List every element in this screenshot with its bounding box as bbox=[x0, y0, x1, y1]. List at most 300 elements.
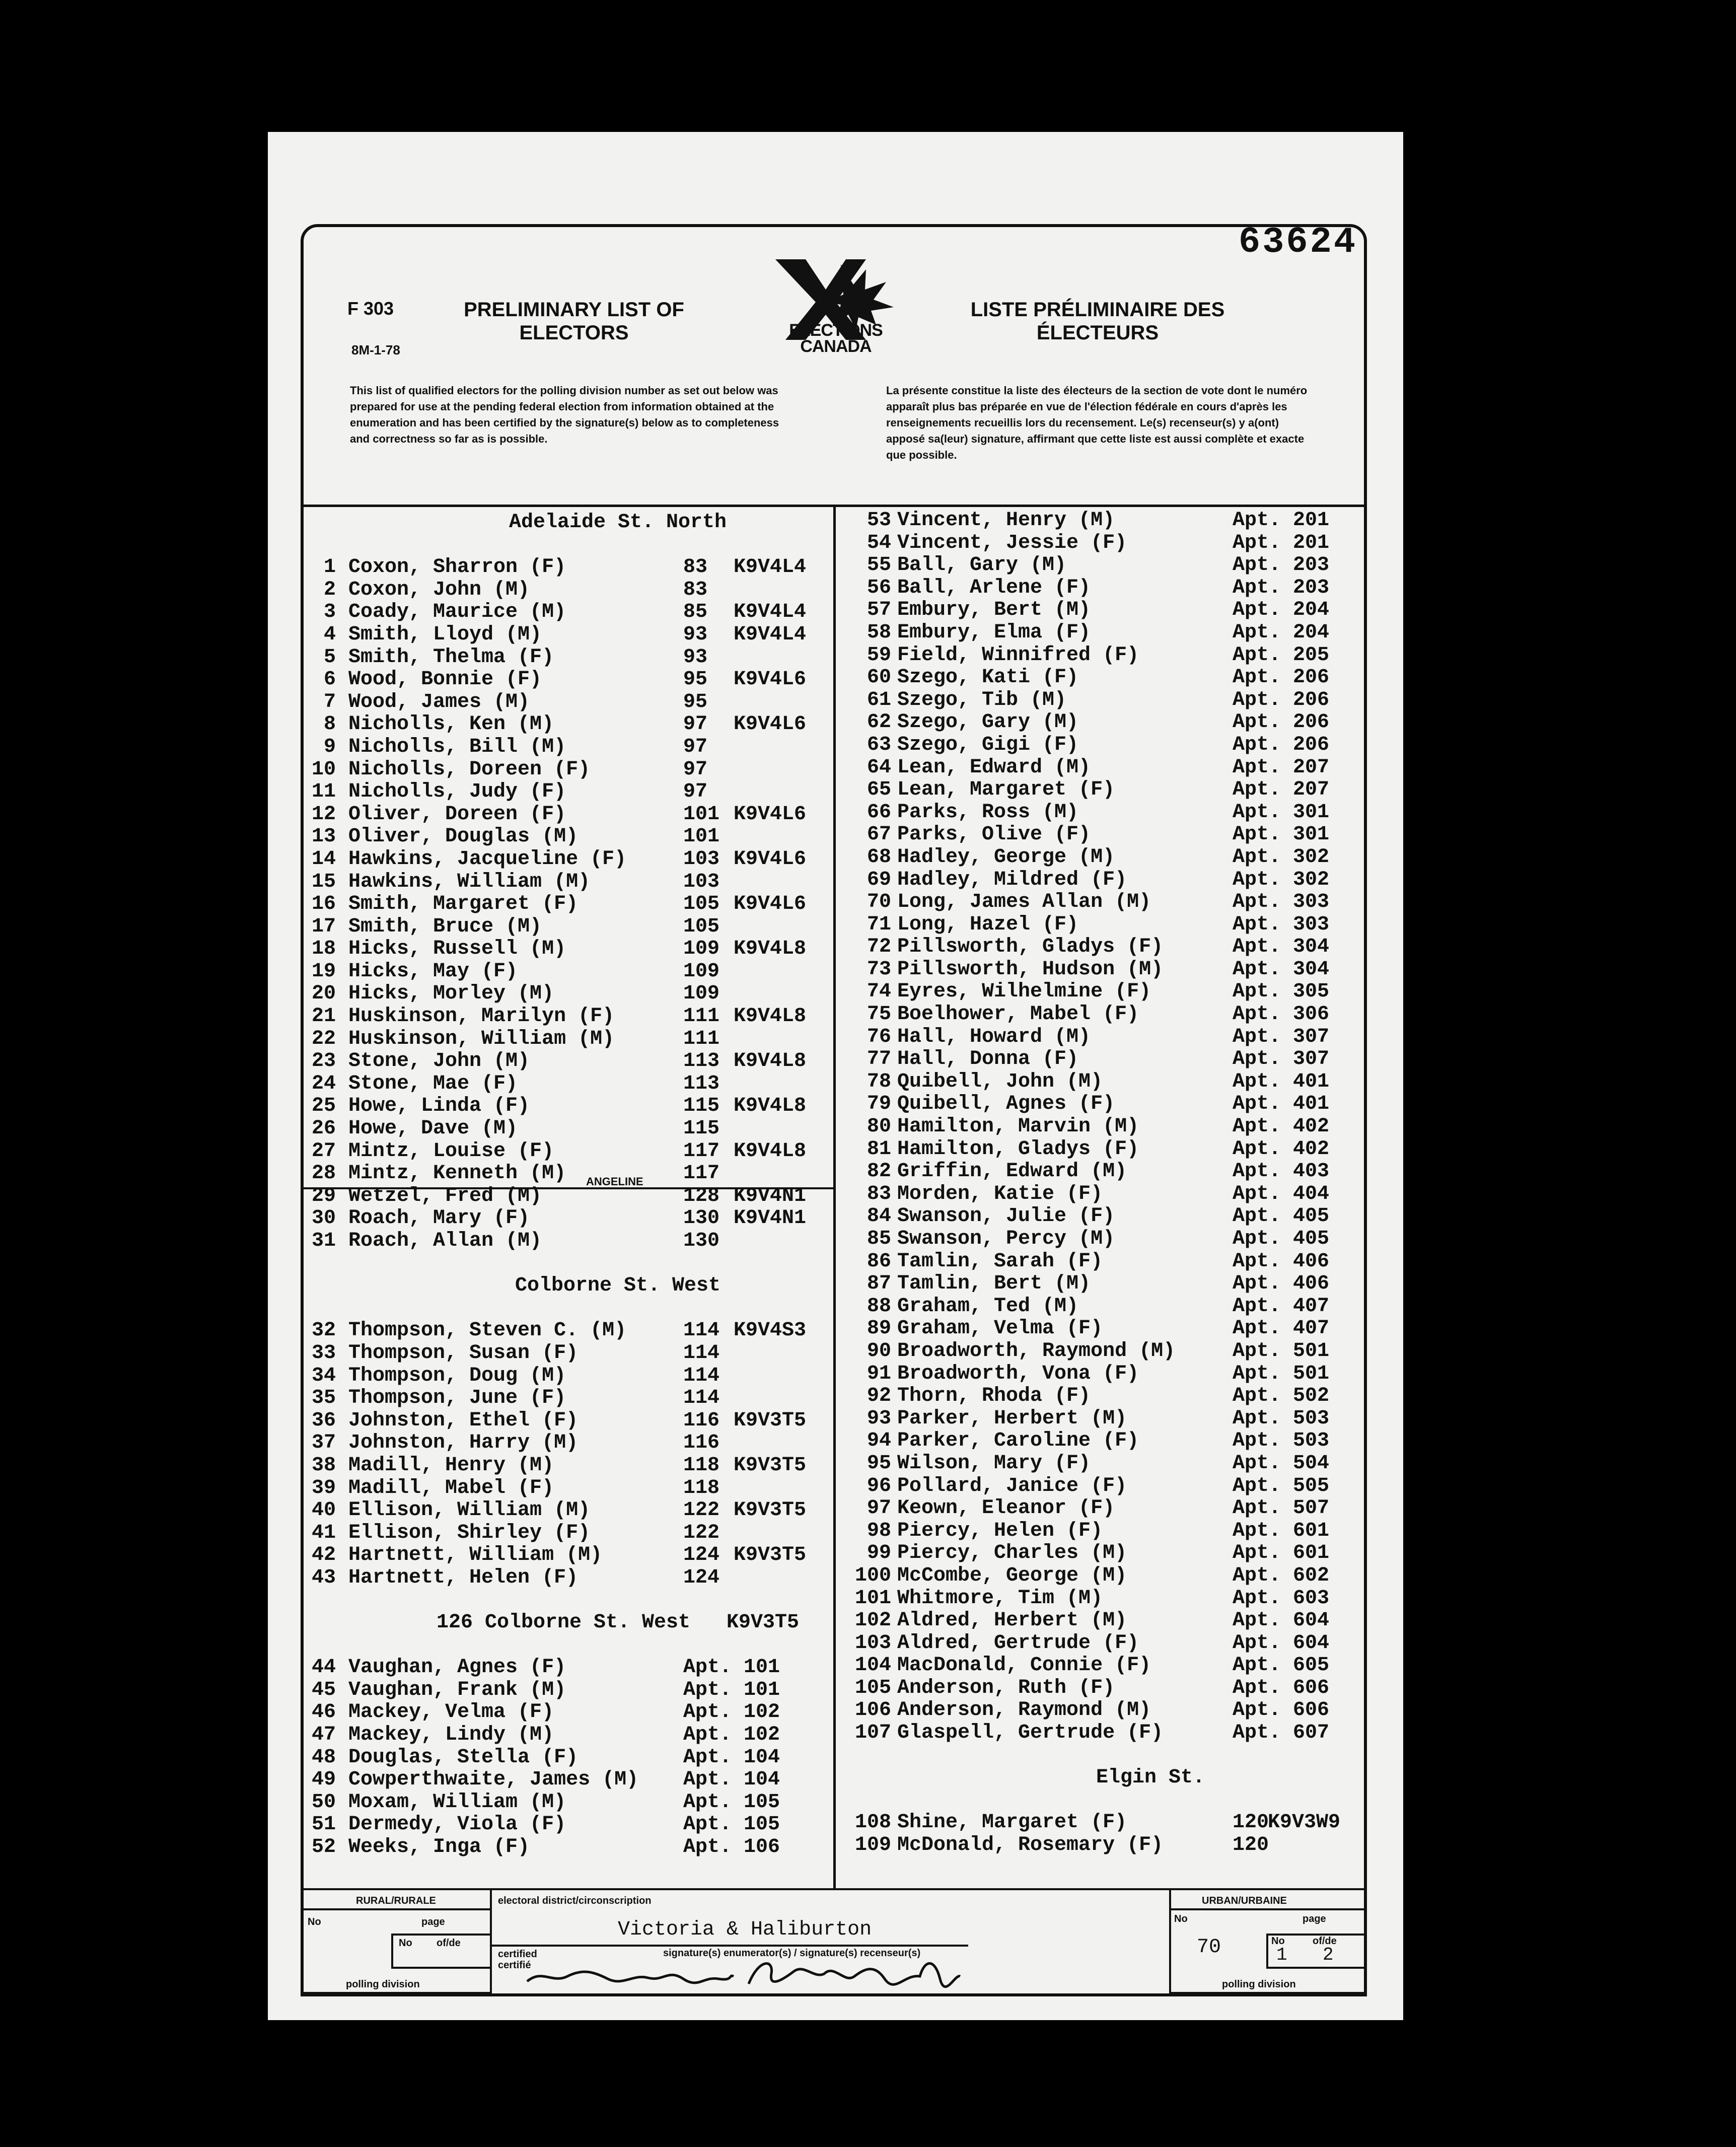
elector-number: 70 bbox=[866, 891, 891, 914]
elector-postal-code: K9V3T5 bbox=[734, 1499, 807, 1522]
elector-number: 45 bbox=[311, 1678, 336, 1701]
elector-name: McCombe, George (M) bbox=[897, 1564, 1127, 1587]
elector-name: Broadworth, Raymond (M) bbox=[897, 1339, 1176, 1363]
elector-address: Apt. 104 bbox=[683, 1768, 780, 1792]
elector-row bbox=[836, 1699, 1367, 1722]
elector-name: Pillsworth, Hudson (M) bbox=[897, 958, 1164, 981]
elector-row bbox=[836, 622, 1367, 645]
elector-address: 124 bbox=[683, 1566, 720, 1589]
elector-number: 94 bbox=[866, 1429, 891, 1453]
elector-address: Apt. 207 bbox=[1233, 778, 1330, 802]
elector-row bbox=[301, 804, 833, 826]
elector-row bbox=[301, 1073, 833, 1096]
urban-page-label: page bbox=[1303, 1913, 1326, 1924]
elector-address: Apt. 606 bbox=[1233, 1676, 1330, 1699]
elector-name: Johnston, Ethel (F) bbox=[348, 1409, 578, 1432]
elector-name: Keown, Eleanor (F) bbox=[897, 1497, 1115, 1520]
elector-name: Piercy, Helen (F) bbox=[897, 1519, 1103, 1542]
elector-row bbox=[836, 914, 1367, 937]
elector-name: Mackey, Velma (F) bbox=[348, 1701, 554, 1724]
elector-address: Apt. 207 bbox=[1233, 756, 1330, 779]
elector-number: 101 bbox=[854, 1587, 891, 1610]
elector-address: 130 bbox=[683, 1230, 720, 1252]
elector-name: Nicholls, Judy (F) bbox=[348, 780, 566, 804]
elector-number: 19 bbox=[311, 960, 336, 983]
elector-name: Madill, Henry (M) bbox=[348, 1454, 554, 1477]
elector-row bbox=[836, 689, 1367, 712]
elector-row bbox=[301, 916, 833, 939]
elector-address: 115 bbox=[683, 1095, 720, 1118]
elector-number: 90 bbox=[866, 1339, 891, 1363]
elector-address: Apt. 405 bbox=[1233, 1228, 1330, 1250]
rural-polling-label: polling division bbox=[346, 1979, 420, 1990]
elector-address: Apt. 401 bbox=[1233, 1070, 1330, 1093]
elector-name: Hadley, Mildred (F) bbox=[897, 868, 1127, 891]
elector-postal-code: K9V4L8 bbox=[734, 1139, 807, 1163]
elector-address: 116 bbox=[683, 1409, 720, 1432]
elector-postal-code: K9V4L6 bbox=[734, 803, 807, 826]
elector-number: 107 bbox=[854, 1722, 891, 1745]
elector-name: Howe, Dave (M) bbox=[348, 1117, 518, 1140]
elector-address: Apt. 101 bbox=[683, 1678, 780, 1701]
elector-address: 101 bbox=[683, 825, 720, 848]
elector-row bbox=[836, 802, 1367, 824]
elector-row bbox=[301, 1747, 833, 1769]
elector-name: Stone, John (M) bbox=[348, 1050, 530, 1073]
elector-row bbox=[836, 1273, 1367, 1296]
elector-number: 7 bbox=[323, 690, 336, 713]
elector-address: Apt. 402 bbox=[1233, 1137, 1330, 1161]
elector-row bbox=[836, 667, 1367, 689]
elector-address: 93 bbox=[683, 646, 708, 669]
blank-row bbox=[301, 1298, 833, 1320]
elector-number: 47 bbox=[311, 1724, 336, 1747]
elector-number: 27 bbox=[311, 1139, 336, 1163]
elector-address: Apt. 302 bbox=[1233, 868, 1330, 891]
elector-number: 33 bbox=[311, 1341, 336, 1365]
elector-number: 46 bbox=[311, 1701, 336, 1724]
elector-row bbox=[301, 1792, 833, 1814]
elector-row bbox=[301, 1432, 833, 1455]
elector-address: Apt. 303 bbox=[1233, 891, 1330, 914]
elector-name: Hicks, Morley (M) bbox=[348, 982, 554, 1006]
elector-name: Oliver, Doreen (F) bbox=[348, 803, 566, 826]
elector-row bbox=[836, 1183, 1367, 1206]
elector-name: Hall, Howard (M) bbox=[897, 1025, 1091, 1048]
elector-name: Stone, Mae (F) bbox=[348, 1072, 518, 1095]
elector-number: 8 bbox=[323, 713, 336, 736]
elector-postal-code: K9V4N1 bbox=[734, 1184, 807, 1207]
elector-name: Tamlin, Sarah (F) bbox=[897, 1250, 1103, 1273]
elector-number: 92 bbox=[866, 1385, 891, 1408]
elections-canada-logo bbox=[765, 254, 901, 355]
logo-text-line2: CANADA bbox=[800, 337, 872, 356]
elector-address: Apt. 501 bbox=[1233, 1362, 1330, 1385]
elector-row bbox=[836, 1677, 1367, 1700]
elector-number: 51 bbox=[311, 1813, 336, 1836]
elector-address: 113 bbox=[683, 1072, 720, 1095]
elector-postal-code: K9V4L6 bbox=[734, 847, 807, 871]
elector-address: Apt. 206 bbox=[1233, 666, 1330, 689]
district-rule bbox=[492, 1945, 968, 1947]
elector-row bbox=[301, 1028, 833, 1051]
elector-name: Szego, Kati (F) bbox=[897, 666, 1079, 689]
elector-number: 81 bbox=[866, 1137, 891, 1161]
elector-number: 22 bbox=[311, 1027, 336, 1050]
elector-postal-code: K9V3T5 bbox=[734, 1409, 807, 1432]
elector-address: Apt. 407 bbox=[1233, 1295, 1330, 1318]
elector-row bbox=[836, 1318, 1367, 1340]
elector-number: 20 bbox=[311, 982, 336, 1006]
elector-row bbox=[836, 645, 1367, 667]
elector-name: Hawkins, William (M) bbox=[348, 870, 591, 893]
elector-address: Apt. 401 bbox=[1233, 1093, 1330, 1116]
elector-number: 1 bbox=[323, 556, 336, 579]
elector-address: Apt. 206 bbox=[1233, 711, 1330, 734]
elector-name: Cowperthwaite, James (M) bbox=[348, 1768, 639, 1792]
elector-row bbox=[301, 736, 833, 759]
elector-number: 11 bbox=[311, 780, 336, 804]
elector-address: 105 bbox=[683, 893, 720, 916]
elector-name: Thompson, Susan (F) bbox=[348, 1341, 578, 1365]
elector-row bbox=[836, 734, 1367, 757]
blank-row bbox=[301, 1634, 833, 1657]
elector-number: 5 bbox=[323, 646, 336, 669]
elector-number: 36 bbox=[311, 1409, 336, 1432]
elector-row bbox=[301, 556, 833, 579]
elector-number: 4 bbox=[323, 623, 336, 646]
elector-address: 118 bbox=[683, 1454, 720, 1477]
elector-address: 114 bbox=[683, 1364, 720, 1387]
elector-address: Apt. 302 bbox=[1233, 845, 1330, 869]
street-heading-text: 126 Colborne St. West K9V3T5 bbox=[436, 1611, 800, 1634]
elector-name: Roach, Mary (F) bbox=[348, 1207, 530, 1230]
elector-number: 60 bbox=[866, 666, 891, 689]
elector-row bbox=[836, 1610, 1367, 1632]
title-english bbox=[443, 298, 705, 344]
elector-row bbox=[836, 846, 1367, 869]
elector-name: Ellison, William (M) bbox=[348, 1499, 591, 1522]
elector-number: 14 bbox=[311, 847, 336, 871]
elector-name: Coxon, John (M) bbox=[348, 578, 530, 601]
elector-name: Hawkins, Jacqueline (F) bbox=[348, 847, 627, 871]
elector-postal-code: K9V4L4 bbox=[734, 623, 807, 646]
street-heading bbox=[836, 1767, 1367, 1790]
elector-address: 114 bbox=[683, 1387, 720, 1410]
elector-name: Quibell, John (M) bbox=[897, 1070, 1103, 1093]
elector-address: Apt. 604 bbox=[1233, 1631, 1330, 1655]
form-date: 8M-1-78 bbox=[351, 342, 400, 357]
elector-address: 97 bbox=[683, 780, 708, 804]
elector-row bbox=[301, 871, 833, 894]
elector-row bbox=[301, 1162, 833, 1188]
elector-number: 6 bbox=[323, 668, 336, 691]
form-number: F 303 bbox=[347, 298, 394, 319]
elector-name: Smith, Lloyd (M) bbox=[348, 623, 542, 646]
elector-address: 117 bbox=[683, 1139, 720, 1163]
blank-row bbox=[301, 534, 833, 557]
elector-row bbox=[836, 1565, 1367, 1588]
elector-name: Field, Winnifred (F) bbox=[897, 643, 1139, 667]
elector-address: 111 bbox=[683, 1005, 720, 1028]
elector-address: 109 bbox=[683, 982, 720, 1006]
elector-number: 99 bbox=[866, 1542, 891, 1565]
elector-address: 83 bbox=[683, 578, 708, 601]
elector-address: Apt. 501 bbox=[1233, 1339, 1330, 1363]
district-value: Victoria & Haliburton bbox=[618, 1918, 872, 1941]
elector-name: Tamlin, Bert (M) bbox=[897, 1272, 1091, 1296]
elector-name: Johnston, Harry (M) bbox=[348, 1432, 578, 1455]
elector-name: Lean, Margaret (F) bbox=[897, 778, 1115, 802]
elector-postal-code: K9V4L8 bbox=[734, 1050, 807, 1073]
elector-row bbox=[836, 869, 1367, 892]
elector-number: 77 bbox=[866, 1048, 891, 1071]
elector-name: Embury, Bert (M) bbox=[897, 599, 1091, 622]
elector-row bbox=[836, 1475, 1367, 1498]
elector-row bbox=[836, 1251, 1367, 1273]
elector-address: Apt. 404 bbox=[1233, 1182, 1330, 1205]
elector-address: 113 bbox=[683, 1050, 720, 1073]
elector-address: Apt. 204 bbox=[1233, 621, 1330, 644]
elector-name: Hicks, Russell (M) bbox=[348, 938, 566, 961]
street-heading-text: Adelaide St. North bbox=[509, 511, 727, 534]
elector-row bbox=[836, 1048, 1367, 1071]
elector-row bbox=[301, 1499, 833, 1522]
elector-number: 12 bbox=[311, 803, 336, 826]
elector-row bbox=[836, 779, 1367, 802]
elector-address: 95 bbox=[683, 668, 708, 691]
elector-address: Apt. 405 bbox=[1233, 1205, 1330, 1228]
elector-row bbox=[836, 1542, 1367, 1565]
elector-row bbox=[301, 1567, 833, 1590]
elector-name: Oliver, Douglas (M) bbox=[348, 825, 578, 848]
elector-name: Vaughan, Agnes (F) bbox=[348, 1656, 566, 1679]
elector-address: Apt. 305 bbox=[1233, 980, 1330, 1004]
elector-address: 95 bbox=[683, 690, 708, 713]
elector-name: Douglas, Stella (F) bbox=[348, 1746, 578, 1769]
elector-address: Apt. 102 bbox=[683, 1724, 780, 1747]
elector-name: Nicholls, Ken (M) bbox=[348, 713, 554, 736]
elector-address: 103 bbox=[683, 847, 720, 871]
elector-address: 103 bbox=[683, 870, 720, 893]
elector-row bbox=[836, 554, 1367, 577]
elector-name: Szego, Gary (M) bbox=[897, 711, 1079, 734]
serial-number: 63624 bbox=[1239, 222, 1358, 263]
elector-row bbox=[301, 1387, 833, 1410]
elector-number: 29 bbox=[311, 1184, 336, 1207]
urban-polling-label: polling division bbox=[1222, 1979, 1296, 1990]
elector-name: Ball, Arlene (F) bbox=[897, 576, 1091, 599]
elector-name: Szego, Gigi (F) bbox=[897, 733, 1079, 756]
elector-address: 109 bbox=[683, 960, 720, 983]
elector-address: 116 bbox=[683, 1432, 720, 1455]
elector-address: 122 bbox=[683, 1499, 720, 1522]
elector-name: Parks, Olive (F) bbox=[897, 823, 1091, 846]
elector-number: 82 bbox=[866, 1160, 891, 1183]
elector-name: MacDonald, Connie (F) bbox=[897, 1654, 1151, 1677]
elector-address: Apt. 605 bbox=[1233, 1654, 1330, 1677]
elector-address: 114 bbox=[683, 1319, 720, 1342]
street-heading-text: Colborne St. West bbox=[515, 1274, 721, 1298]
logo-text-line1: ELECTIONS bbox=[789, 321, 883, 340]
elector-row bbox=[836, 1655, 1367, 1677]
elector-row bbox=[836, 757, 1367, 779]
elector-row bbox=[836, 1453, 1367, 1475]
elector-address: Apt. 102 bbox=[683, 1701, 780, 1724]
elector-row bbox=[301, 647, 833, 669]
rural-page-no-label: No bbox=[399, 1938, 412, 1949]
elector-address: Apt. 304 bbox=[1233, 936, 1330, 959]
elector-name: Mintz, Louise (F) bbox=[348, 1139, 554, 1163]
elector-number: 9 bbox=[323, 735, 336, 758]
elector-name: Vincent, Henry (M) bbox=[897, 509, 1115, 532]
elector-number: 59 bbox=[866, 643, 891, 667]
elector-name: Wood, Bonnie (F) bbox=[348, 668, 542, 691]
elector-name: Swanson, Percy (M) bbox=[897, 1228, 1115, 1250]
elector-number: 74 bbox=[866, 980, 891, 1004]
urban-page-no-label: No bbox=[1271, 1936, 1285, 1947]
signatures-icon bbox=[522, 1954, 965, 1994]
elector-number: 98 bbox=[866, 1519, 891, 1542]
elector-number: 56 bbox=[866, 576, 891, 599]
elector-number: 44 bbox=[311, 1656, 336, 1679]
elector-row bbox=[836, 824, 1367, 846]
elector-row bbox=[301, 1185, 833, 1208]
elector-row bbox=[836, 1296, 1367, 1318]
elector-name: Glaspell, Gertrude (F) bbox=[897, 1722, 1164, 1745]
elector-name: Mackey, Lindy (M) bbox=[348, 1724, 554, 1747]
elector-number: 95 bbox=[866, 1452, 891, 1475]
elector-number: 21 bbox=[311, 1005, 336, 1028]
elector-row bbox=[836, 1834, 1367, 1857]
elector-row bbox=[301, 579, 833, 602]
elector-number: 73 bbox=[866, 958, 891, 981]
elector-number: 10 bbox=[311, 758, 336, 781]
elector-number: 75 bbox=[866, 1003, 891, 1026]
elector-row bbox=[301, 938, 833, 961]
elector-name: Huskinson, Marilyn (F) bbox=[348, 1005, 615, 1028]
elector-address: 120 bbox=[1233, 1811, 1269, 1834]
urban-of-label: of/de bbox=[1313, 1936, 1337, 1947]
elector-row bbox=[301, 1050, 833, 1073]
elector-postal-code: K9V3W9 bbox=[1268, 1811, 1341, 1834]
elector-name: McDonald, Rosemary (F) bbox=[897, 1834, 1164, 1857]
elector-name: Lean, Edward (M) bbox=[897, 756, 1091, 779]
elector-row bbox=[301, 1410, 833, 1433]
elector-postal-code: K9V4L8 bbox=[734, 1095, 807, 1118]
elector-row bbox=[301, 601, 833, 624]
elector-address: Apt. 203 bbox=[1233, 554, 1330, 577]
elector-row bbox=[301, 1230, 833, 1253]
elector-name: Coxon, Sharron (F) bbox=[348, 556, 566, 579]
rural-of-label: of/de bbox=[437, 1938, 461, 1949]
elector-postal-code: K9V4L6 bbox=[734, 713, 807, 736]
elector-address: Apt. 507 bbox=[1233, 1497, 1330, 1520]
elector-name: Thompson, Doug (M) bbox=[348, 1364, 566, 1387]
elector-number: 30 bbox=[311, 1207, 336, 1230]
elector-address: 128 bbox=[683, 1184, 720, 1207]
elector-row bbox=[301, 1522, 833, 1545]
right-column bbox=[836, 510, 1367, 1857]
elector-number: 50 bbox=[311, 1791, 336, 1814]
elector-number: 3 bbox=[323, 601, 336, 624]
elector-name: Howe, Linda (F) bbox=[348, 1095, 530, 1118]
elector-postal-code: K9V4L8 bbox=[734, 1005, 807, 1028]
elector-address: Apt. 601 bbox=[1233, 1519, 1330, 1542]
elector-row bbox=[836, 1071, 1367, 1094]
elector-row bbox=[836, 1340, 1367, 1363]
elector-name: Swanson, Julie (F) bbox=[897, 1205, 1115, 1228]
elector-address: Apt. 307 bbox=[1233, 1025, 1330, 1048]
elector-address: Apt. 607 bbox=[1233, 1722, 1330, 1745]
elector-number: 34 bbox=[311, 1364, 336, 1387]
elector-name: Anderson, Ruth (F) bbox=[897, 1676, 1115, 1699]
elector-number: 105 bbox=[854, 1676, 891, 1699]
elector-name: Thompson, Steven C. (M) bbox=[348, 1319, 627, 1342]
elector-name: Aldred, Herbert (M) bbox=[897, 1609, 1127, 1632]
elector-number: 38 bbox=[311, 1454, 336, 1477]
elector-row bbox=[836, 1004, 1367, 1026]
handwritten-note: ANGELINE bbox=[586, 1175, 643, 1188]
elector-number: 15 bbox=[311, 870, 336, 893]
elector-address: Apt. 301 bbox=[1233, 823, 1330, 846]
street-heading bbox=[301, 512, 833, 534]
elector-number: 16 bbox=[311, 893, 336, 916]
elector-number: 69 bbox=[866, 868, 891, 891]
elector-name: Parks, Ross (M) bbox=[897, 801, 1079, 824]
elector-name: Boelhower, Mabel (F) bbox=[897, 1003, 1139, 1026]
elector-number: 103 bbox=[854, 1631, 891, 1655]
elector-name: Wood, James (M) bbox=[348, 690, 530, 713]
elector-name: Aldred, Gertrude (F) bbox=[897, 1631, 1139, 1655]
elector-row bbox=[301, 983, 833, 1006]
elector-name: Thorn, Rhoda (F) bbox=[897, 1385, 1091, 1408]
elector-address: Apt. 206 bbox=[1233, 688, 1330, 711]
title-french-line2: ÉLECTEURS bbox=[1036, 322, 1159, 344]
elector-row bbox=[836, 711, 1367, 734]
elector-number: 32 bbox=[311, 1319, 336, 1342]
elector-number: 78 bbox=[866, 1070, 891, 1093]
elector-postal-code: K9V4L8 bbox=[734, 938, 807, 961]
elector-name: Vaughan, Frank (M) bbox=[348, 1678, 566, 1701]
street-heading-text: Elgin St. bbox=[1096, 1766, 1205, 1790]
elector-row bbox=[301, 624, 833, 647]
elector-number: 37 bbox=[311, 1432, 336, 1455]
elector-row bbox=[301, 713, 833, 736]
elector-number: 28 bbox=[311, 1162, 336, 1185]
elector-number: 42 bbox=[311, 1544, 336, 1567]
elector-row bbox=[836, 1520, 1367, 1543]
elector-number: 26 bbox=[311, 1117, 336, 1140]
elector-name: Parker, Caroline (F) bbox=[897, 1429, 1139, 1453]
elector-number: 96 bbox=[866, 1474, 891, 1497]
title-french bbox=[947, 298, 1249, 344]
elector-name: Ellison, Shirley (F) bbox=[348, 1521, 591, 1544]
elector-address: 97 bbox=[683, 758, 708, 781]
elector-address: 120 bbox=[1233, 1834, 1269, 1857]
elector-address: Apt. 306 bbox=[1233, 1003, 1330, 1026]
elector-address: 118 bbox=[683, 1476, 720, 1499]
elector-number: 61 bbox=[866, 688, 891, 711]
elector-address: Apt. 201 bbox=[1233, 509, 1330, 532]
elector-row bbox=[301, 1365, 833, 1388]
elector-number: 83 bbox=[866, 1182, 891, 1205]
elector-name: Hamilton, Marvin (M) bbox=[897, 1115, 1139, 1138]
elector-address: Apt. 606 bbox=[1233, 1699, 1330, 1722]
elector-name: Morden, Katie (F) bbox=[897, 1182, 1103, 1205]
elector-address: Apt. 604 bbox=[1233, 1609, 1330, 1632]
elector-number: 91 bbox=[866, 1362, 891, 1385]
